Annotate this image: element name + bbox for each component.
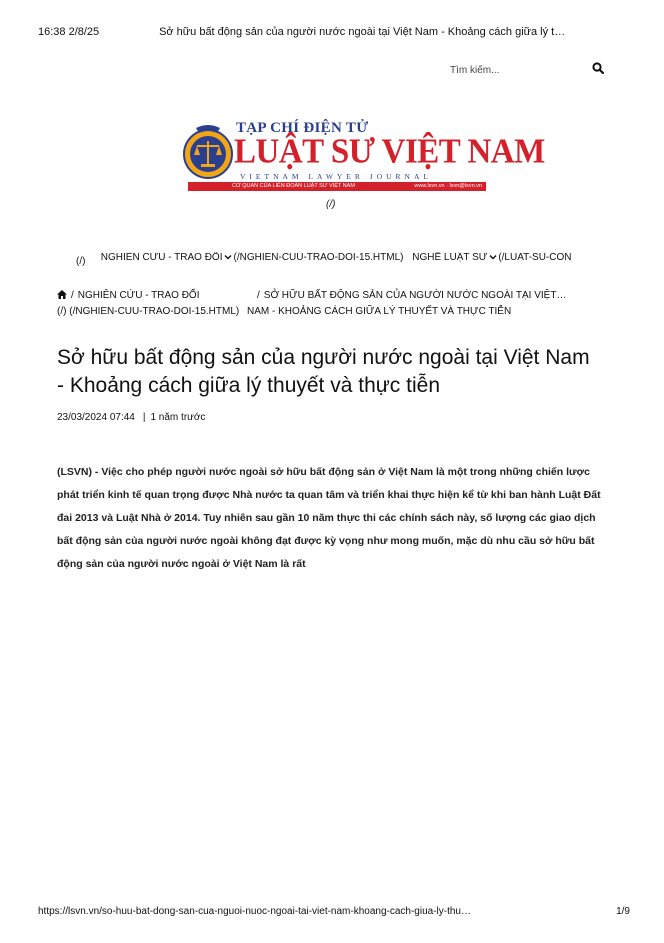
- breadcrumb-section-link[interactable]: (/NGHIEN-CUU-TRAO-DOI-15.HTML): [69, 306, 240, 317]
- main-nav: [76, 252, 622, 268]
- search-input[interactable]: [450, 63, 570, 79]
- logo-strip-left: CƠ QUAN CỦA LIÊN ĐOÀN LUẬT SƯ VIỆT NAM: [232, 183, 355, 189]
- nav-item-href: (/NGHIEN-CUU-TRAO-DOI-15.HTML): [233, 252, 404, 263]
- article-lead: (LSVN) - Việc cho phép người nước ngoài sở hữu bất động sản ở Việt Nam là một trong những chiến lược phát triển kinh tế quan trọng được Nhà nước ta quan tâm và triển khai thực hiện kể từ khi ban hành Luật Đất đai 2013 và Luật Nhà ở 2014. Tuy nhiên sau gần 10 năm thực thi các chính sách này, số lượng các giao dịch bất động sản của người nước ngoài không đạt được kỳ vọng như mong muốn, mặc dù nhu cầu sở hữu bất động sản của người nước ngoài ở Việt Nam là rất: [57, 466, 601, 570]
- logo-superscript: TẠP CHÍ ĐIỆN TỬ: [236, 120, 369, 136]
- breadcrumb-current-line1: [253, 288, 566, 304]
- print-page-number: 1/9: [616, 906, 630, 917]
- logo-link-text[interactable]: (/): [326, 199, 336, 210]
- breadcrumb-home-link[interactable]: (/): [57, 306, 67, 317]
- logo-strip-right: www.lsvn.vn · lsvn@lsvn.vn: [414, 183, 482, 189]
- logo-strip: [188, 182, 486, 191]
- nav-item-nghien-cuu[interactable]: [101, 252, 404, 263]
- nav-item-href: (/LUAT-SU-CON: [498, 252, 572, 263]
- logo-name: LUẬT SƯ VIỆT NAM: [234, 133, 545, 171]
- breadcrumb: [57, 288, 617, 320]
- article-title: Sở hữu bất động sản của người nước ngoài tại Việt Nam - Khoảng cách giữa lý thuyết và thực tiễn: [57, 346, 590, 397]
- article-ago: 1 năm trước: [150, 412, 206, 423]
- chevron-down-icon: [489, 253, 497, 261]
- article-date: 23/03/2024 07:44: [57, 412, 135, 423]
- print-footer: [38, 906, 630, 920]
- search-bar: [450, 60, 610, 76]
- chevron-down-icon: [224, 253, 232, 261]
- breadcrumb-section[interactable]: NGHIÊN CỨU - TRAO ĐỔI: [77, 290, 200, 301]
- nav-item-label: NGHIÊN CỨU - TRAO ĐỔI: [100, 252, 223, 263]
- article-meta: [57, 412, 205, 423]
- print-timestamp: 16:38 2/8/25: [38, 26, 100, 38]
- home-icon[interactable]: [57, 290, 67, 299]
- breadcrumb-current-line2: NAM - KHOẢNG CÁCH GIỮA LÝ THUYẾT VÀ THỰC TIỄN: [247, 306, 512, 317]
- logo-subtitle: VIETNAM LAWYER JOURNAL: [240, 172, 432, 181]
- breadcrumb-separator: /: [71, 290, 74, 301]
- nav-home-link[interactable]: (/): [76, 256, 86, 267]
- site-logo[interactable]: [180, 120, 545, 192]
- print-header: [38, 26, 638, 38]
- logo-emblem: [182, 124, 234, 182]
- breadcrumb-separator: /: [257, 290, 260, 301]
- print-url: https://lsvn.vn/so-huu-bat-dong-san-cua-nguoi-nuoc-ngoai-tai-viet-nam-khoang-cach-giua-ly-thu…: [38, 906, 471, 917]
- breadcrumb-current-text: SỞ HỮU BẤT ĐỘNG SẢN CỦA NGƯỜI NƯỚC NGOÀI TẠI VIỆT…: [263, 290, 567, 301]
- meta-separator: |: [142, 412, 146, 423]
- nav-item-nghe-luat-su[interactable]: [412, 252, 571, 263]
- print-doc-title: Sở hữu bất động sản của người nước ngoài tại Việt Nam - Khoảng cách giữa lý t…: [159, 26, 566, 38]
- search-icon[interactable]: [592, 62, 604, 74]
- nav-item-label: NGHỀ LUẬT SƯ: [412, 252, 488, 263]
